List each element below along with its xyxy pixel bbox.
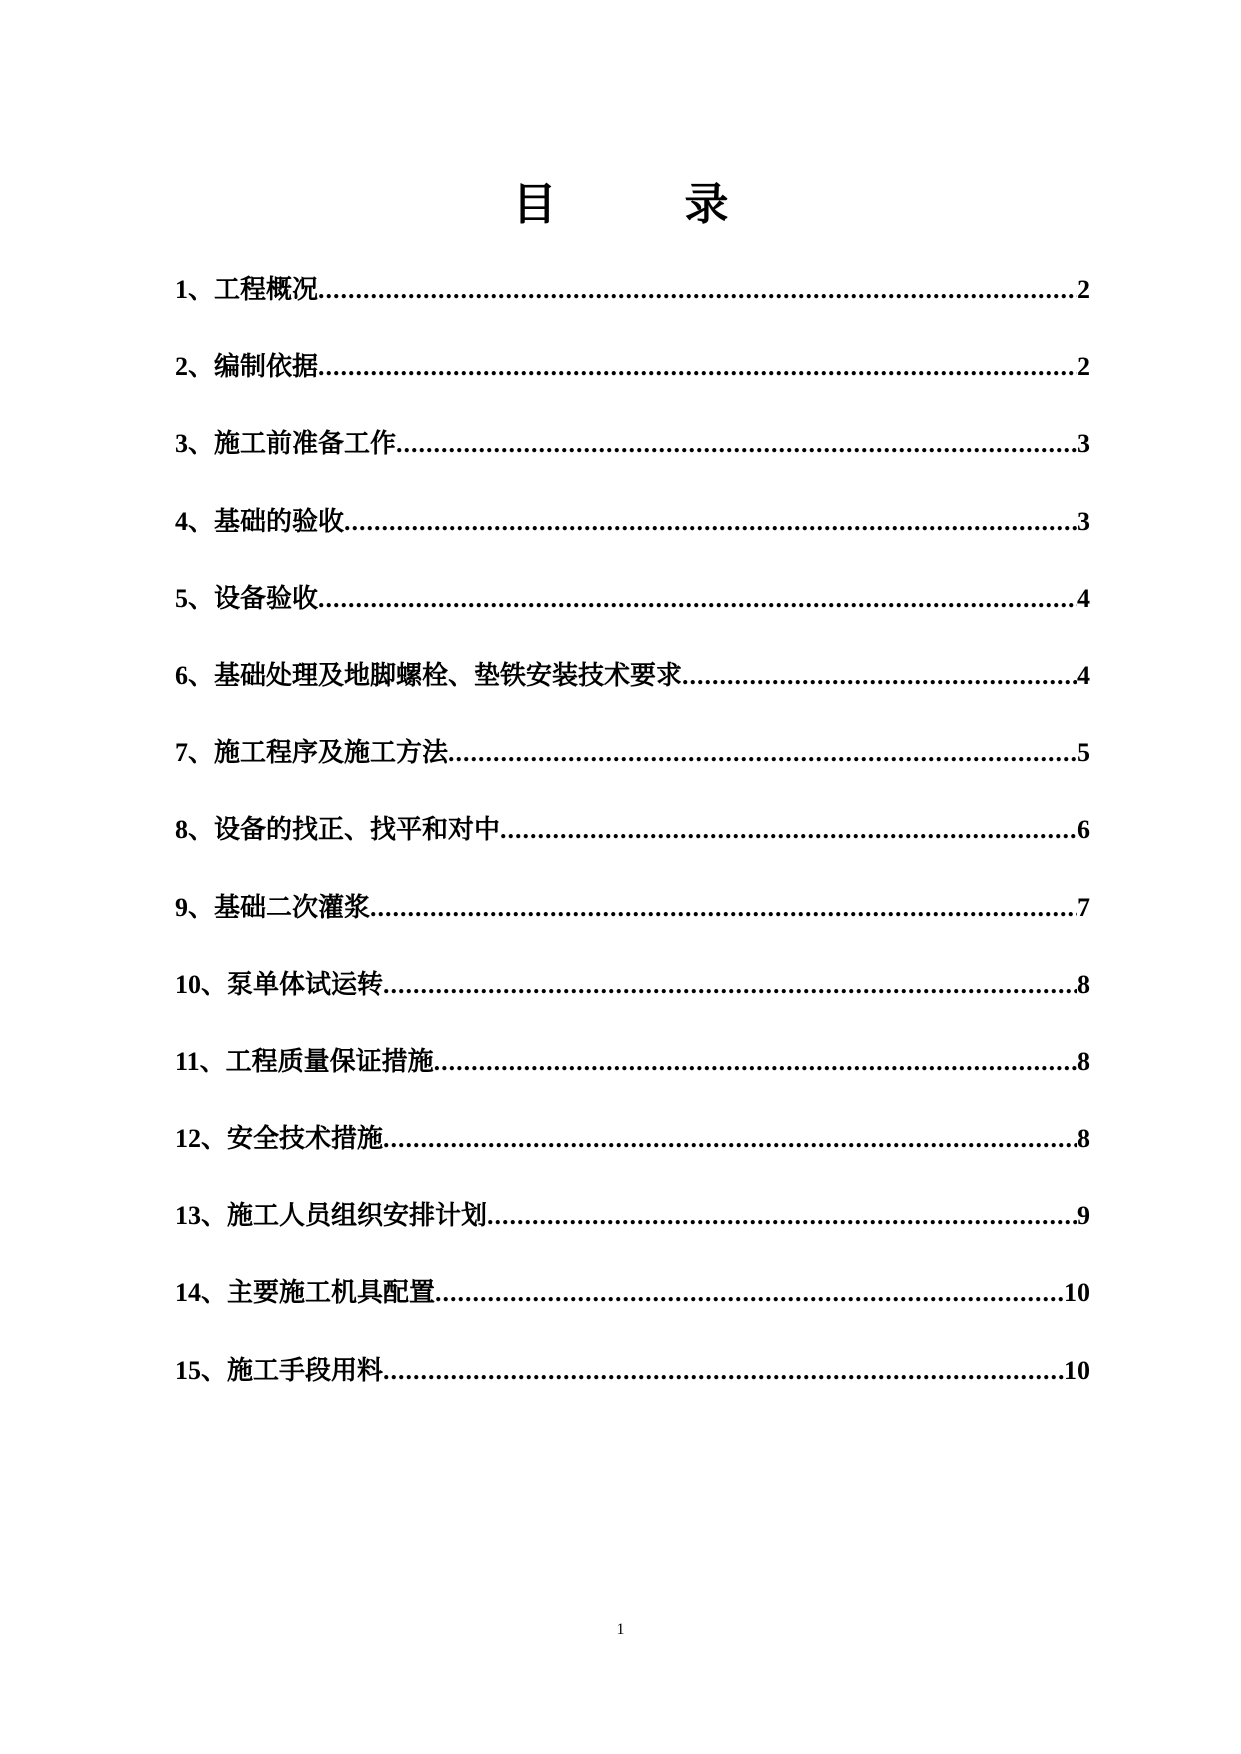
toc-entry-page: 3 [1077,506,1090,536]
toc-entry-text: 施工前准备工作 [214,429,397,460]
toc-entry-page: 9 [1077,1201,1090,1231]
toc-leader-dots [448,733,1077,773]
toc-leader-dots [383,1119,1077,1159]
toc-leader-dots [487,1196,1077,1236]
toc-entry-text: 基础处理及地脚螺栓、垫铁安装技术要求 [214,660,683,691]
toc-entry-page: 4 [1077,583,1090,613]
toc-entry-number: 9、 [175,892,215,922]
toc-entry-text: 安全技术措施 [227,1124,384,1155]
toc-leader-dots [318,347,1077,387]
toc-entry-page: 4 [1077,660,1090,690]
toc-entry-7[interactable] [175,733,1090,810]
toc-leader-dots [344,502,1077,542]
toc-entry-11[interactable] [175,1042,1090,1119]
toc-entry-12[interactable] [175,1119,1090,1196]
toc-entry-10[interactable] [175,965,1090,1042]
toc-entry-text: 基础二次灌浆 [214,892,371,923]
toc-leader-dots [370,888,1077,928]
toc-title [0,175,1241,235]
toc-leader-dots [500,810,1077,850]
toc-entry-number: 13、 [175,1201,228,1231]
toc-entry-text: 设备验收 [214,583,319,614]
toc-entry-text: 基础的验收 [214,506,345,537]
toc-entry-number: 12、 [175,1124,228,1154]
toc-entry-5[interactable] [175,579,1090,656]
toc-entry-8[interactable] [175,810,1090,887]
toc-title-part1: 目 [512,179,557,230]
toc-entry-text: 编制依据 [214,352,319,383]
toc-entry-page: 10 [1064,1355,1090,1385]
toc-entry-text: 工程质量保证措施 [225,1046,434,1077]
toc-entry-text: 施工人员组织安排计划 [227,1201,488,1232]
toc-entry-number: 10、 [175,969,228,999]
toc-entry-page: 2 [1077,352,1090,382]
toc-leader-dots [318,579,1077,619]
toc-entry-page: 10 [1064,1278,1090,1308]
toc-entry-3[interactable] [175,424,1090,501]
toc-list [175,270,1090,1428]
toc-entry-text: 工程概况 [214,275,319,305]
toc-entry-number: 15、 [175,1355,228,1385]
page-number: 1 [616,1621,625,1638]
toc-entry-2[interactable] [175,347,1090,424]
toc-entry-number: 11、 [175,1046,226,1076]
toc-entry-number: 14、 [175,1278,228,1308]
toc-entry-page: 6 [1077,815,1090,845]
toc-entry-number: 5、 [175,583,215,613]
toc-entry-number: 1、 [175,275,215,304]
toc-entry-page: 2 [1077,275,1090,304]
toc-entry-number: 7、 [175,738,215,768]
toc-leader-dots [434,1042,1077,1082]
toc-entry-text: 设备的找正、找平和对中 [214,815,501,846]
toc-entry-text: 主要施工机具配置 [227,1278,436,1309]
toc-entry-page: 3 [1077,429,1090,459]
toc-entry-6[interactable] [175,656,1090,733]
toc-entry-4[interactable] [175,502,1090,579]
toc-entry-page: 8 [1077,1046,1090,1076]
toc-entry-text: 泵单体试运转 [227,969,384,1000]
toc-entry-1[interactable] [175,270,1090,347]
toc-entry-number: 8、 [175,815,215,845]
toc-leader-dots [318,270,1077,310]
toc-entry-15[interactable] [175,1351,1090,1428]
toc-leader-dots [435,1273,1064,1313]
toc-entry-page: 5 [1077,738,1090,768]
toc-leader-dots [396,424,1077,464]
toc-leader-dots [383,965,1077,1005]
toc-entry-14[interactable] [175,1273,1090,1350]
toc-title-part2: 录 [684,179,729,230]
toc-entry-number: 2、 [175,352,215,382]
toc-entry-number: 6、 [175,660,215,690]
toc-entry-page: 8 [1077,1124,1090,1154]
toc-entry-page: 7 [1077,892,1090,922]
toc-entry-text: 施工手段用料 [227,1355,384,1386]
toc-entry-page: 8 [1077,969,1090,999]
toc-entry-number: 3、 [175,429,215,459]
toc-entry-9[interactable] [175,888,1090,965]
toc-leader-dots [383,1351,1064,1391]
toc-entry-text: 施工程序及施工方法 [214,738,449,769]
toc-entry-13[interactable] [175,1196,1090,1273]
toc-entry-number: 4、 [175,506,215,536]
toc-leader-dots [682,656,1077,696]
